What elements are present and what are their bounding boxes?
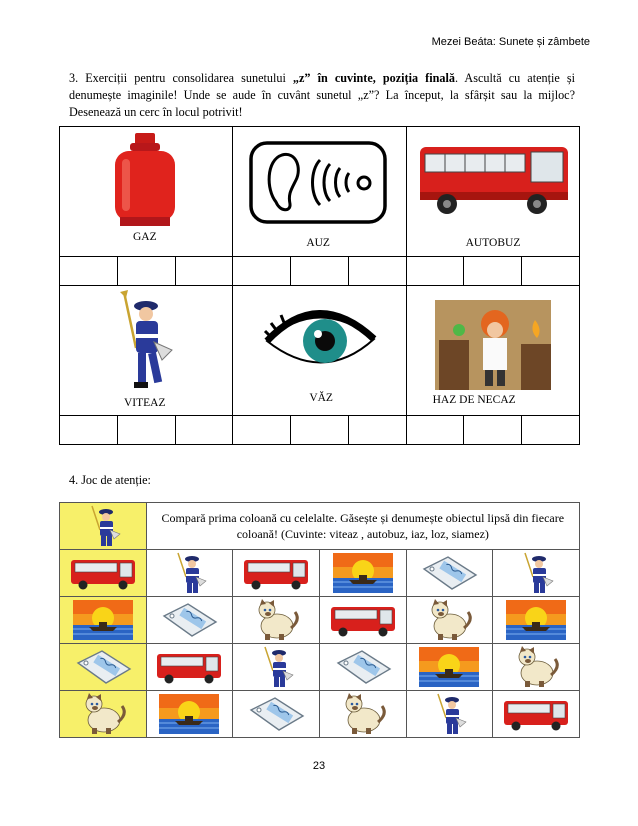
word-auz: AUZ bbox=[306, 237, 330, 249]
answer-cell[interactable] bbox=[406, 257, 464, 286]
bus-icon bbox=[417, 142, 572, 217]
grid-cell[interactable] bbox=[146, 644, 233, 691]
exercise-3-table bbox=[59, 126, 580, 445]
cell-gaz bbox=[60, 127, 233, 257]
cat-icon bbox=[249, 598, 303, 642]
soldier-icon bbox=[255, 645, 297, 689]
grid-cell[interactable] bbox=[146, 550, 233, 597]
ticket-icon bbox=[332, 647, 394, 687]
answer-cell[interactable] bbox=[60, 416, 118, 445]
answer-cell[interactable] bbox=[522, 257, 580, 286]
answer-cell[interactable] bbox=[291, 416, 349, 445]
answer-cell[interactable] bbox=[233, 257, 291, 286]
grid-cell bbox=[60, 503, 147, 550]
bus-icon bbox=[155, 648, 223, 686]
grid-cell[interactable] bbox=[319, 691, 406, 738]
word-viteaz: VITEAZ bbox=[124, 397, 166, 409]
ticket-icon bbox=[245, 694, 307, 734]
gas-cylinder-icon bbox=[110, 131, 180, 228]
cell-vaz bbox=[233, 286, 406, 416]
grid-cell[interactable] bbox=[406, 644, 493, 691]
ticket-icon bbox=[158, 600, 220, 640]
exercise-3-text: 3. Exerciții pentru consolidarea sunetului „z” în cuvinte, poziția finală. Ascultă cu atenție și denumește imaginile! Unde se aude în cuvânt sunetul „z”? La început, la sfârșit sau la mijloc? Desenează un cerc în locul potrivit! bbox=[69, 71, 575, 119]
grid-cell[interactable] bbox=[60, 691, 147, 738]
bus-icon bbox=[502, 695, 570, 733]
grid-cell[interactable] bbox=[233, 550, 320, 597]
pond-icon bbox=[72, 600, 134, 640]
answer-cell[interactable] bbox=[175, 257, 233, 286]
page-number: 23 bbox=[312, 760, 326, 772]
grid-cell[interactable] bbox=[60, 644, 147, 691]
answer-cell[interactable] bbox=[291, 257, 349, 286]
grid-cell[interactable] bbox=[319, 597, 406, 644]
pond-icon bbox=[505, 600, 567, 640]
word-vaz: VĂZ bbox=[309, 392, 333, 404]
answer-cell[interactable] bbox=[233, 416, 291, 445]
cell-autobuz bbox=[406, 127, 579, 257]
grid-cell[interactable] bbox=[60, 550, 147, 597]
pond-icon bbox=[332, 553, 394, 593]
cat-icon bbox=[76, 692, 130, 736]
page-header: Mezei Beáta: Sunete și zâmbete bbox=[431, 36, 590, 48]
grid-cell[interactable] bbox=[406, 691, 493, 738]
soldier-icon bbox=[118, 290, 176, 398]
grid-cell[interactable] bbox=[233, 644, 320, 691]
exercise-4-title: 4. Joc de atenție: bbox=[69, 473, 151, 487]
soldier-icon bbox=[515, 551, 557, 595]
exercise-4-table bbox=[59, 502, 580, 738]
answer-cell[interactable] bbox=[117, 257, 175, 286]
answer-cell[interactable] bbox=[117, 416, 175, 445]
answer-cell[interactable] bbox=[406, 416, 464, 445]
ticket-icon bbox=[418, 553, 480, 593]
instruction-text: Compară prima coloană cu celelalte. Găsește și denumește obiectul lipsă din fiecare coloană! (Cuvinte: viteaz , autobuz, iaz, loz, siamez) bbox=[161, 511, 565, 541]
answer-cell[interactable] bbox=[464, 416, 522, 445]
soldier-icon bbox=[428, 692, 470, 736]
grid-cell[interactable] bbox=[233, 691, 320, 738]
grid-cell[interactable] bbox=[493, 597, 580, 644]
answer-cell[interactable] bbox=[175, 416, 233, 445]
answer-cell[interactable] bbox=[348, 257, 406, 286]
soldier-icon bbox=[82, 504, 124, 548]
grid-cell[interactable] bbox=[319, 550, 406, 597]
cat-icon bbox=[422, 598, 476, 642]
ticket-icon bbox=[72, 647, 134, 687]
cell-auz bbox=[233, 127, 406, 257]
bus-icon bbox=[329, 601, 397, 639]
grid-cell[interactable] bbox=[319, 644, 406, 691]
grid-cell[interactable] bbox=[146, 597, 233, 644]
pond-icon bbox=[158, 694, 220, 734]
word-autobuz: AUTOBUZ bbox=[465, 237, 521, 249]
bus-icon bbox=[69, 554, 137, 592]
word-gaz: GAZ bbox=[133, 231, 157, 243]
cell-haz-de-necaz bbox=[406, 286, 579, 416]
eye-icon bbox=[263, 301, 378, 386]
cell-viteaz bbox=[60, 286, 233, 416]
grid-cell[interactable] bbox=[493, 644, 580, 691]
answer-cell[interactable] bbox=[348, 416, 406, 445]
answer-cell[interactable] bbox=[60, 257, 118, 286]
soldier-icon bbox=[168, 551, 210, 595]
grid-cell[interactable] bbox=[493, 691, 580, 738]
answer-cell[interactable] bbox=[464, 257, 522, 286]
grid-cell[interactable] bbox=[406, 550, 493, 597]
grid-cell[interactable] bbox=[406, 597, 493, 644]
cat-icon bbox=[509, 645, 563, 689]
grid-cell[interactable] bbox=[233, 597, 320, 644]
scientist-icon bbox=[435, 300, 551, 390]
grid-cell[interactable] bbox=[60, 597, 147, 644]
grid-cell[interactable] bbox=[493, 550, 580, 597]
instruction-cell bbox=[146, 503, 579, 550]
grid-cell[interactable] bbox=[146, 691, 233, 738]
pond-icon bbox=[418, 647, 480, 687]
answer-cell[interactable] bbox=[522, 416, 580, 445]
word-haz-de-necaz: HAZ DE NECAZ bbox=[432, 394, 516, 406]
bus-icon bbox=[242, 554, 310, 592]
ear-sound-icon bbox=[248, 140, 388, 225]
cat-icon bbox=[336, 692, 390, 736]
